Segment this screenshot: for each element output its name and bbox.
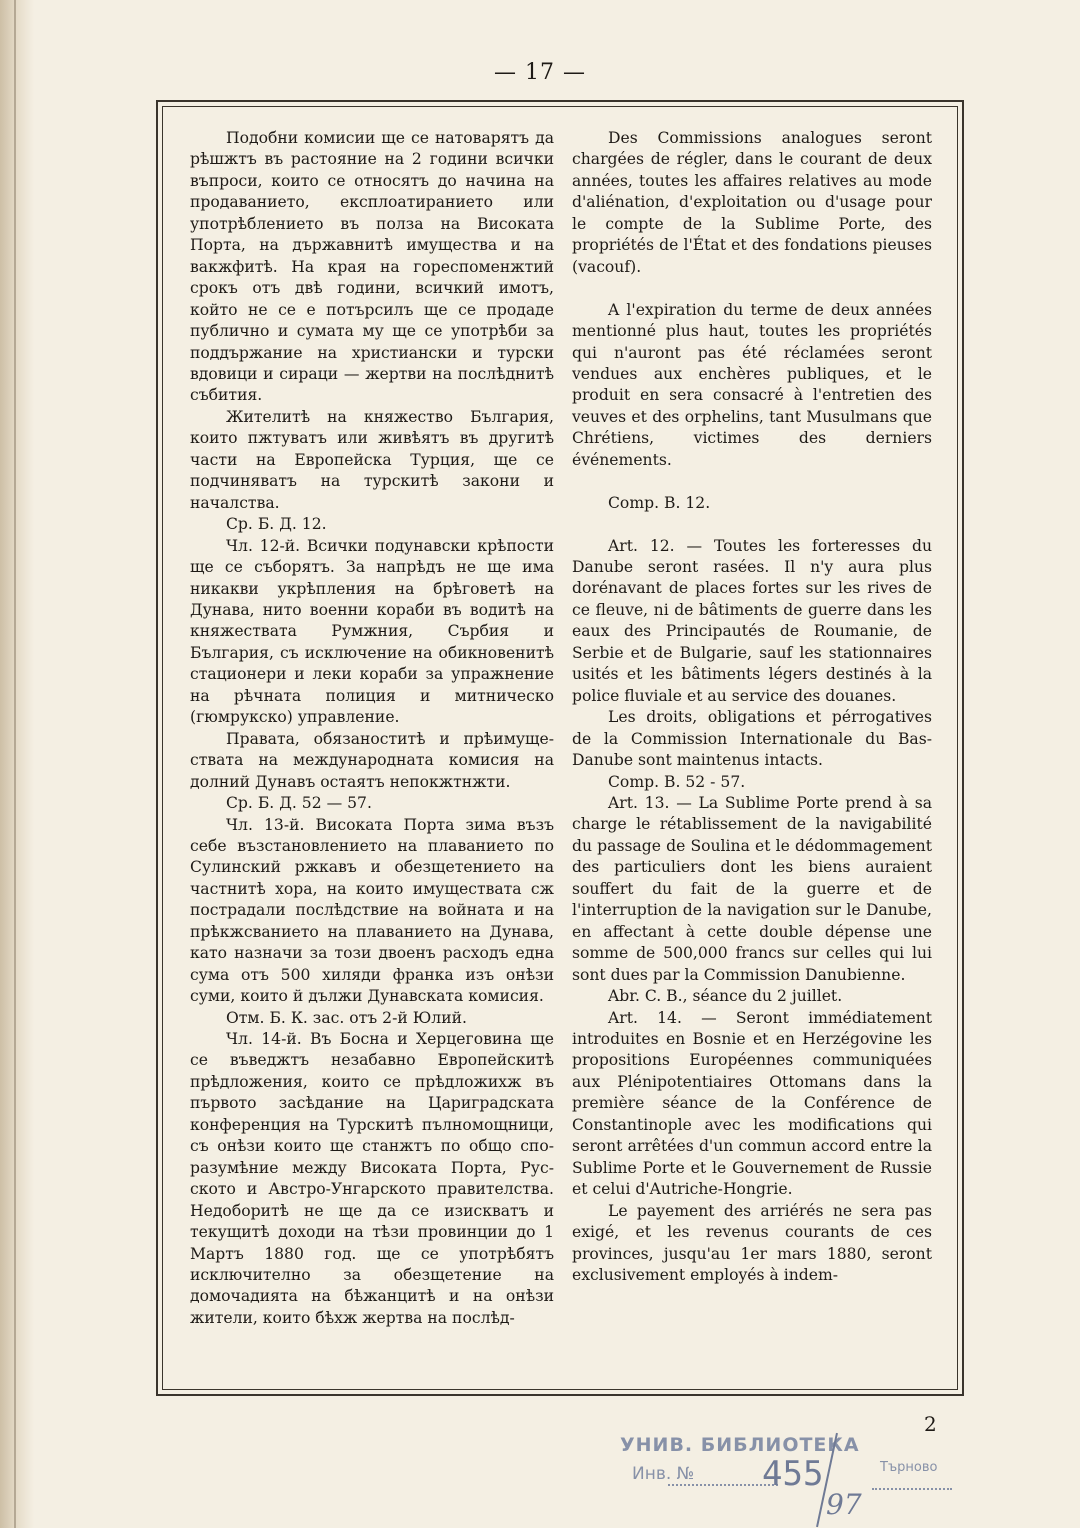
stamp-library-name: УНИВ. БИБЛИОТЕКА: [620, 1434, 860, 1456]
paragraph-fr-art12: Art. 12. — Toutes les forteresses du Danube seront rasées. Il n'y aura plus dorénavant de places fortes sur les rives de ce fleuve, ni de bâtiments de guerre dans les eaux des Principautés de Roumanie, de Serbie et de Bulgarie, sauf les stationnaires usités et les bâtiments légers destinés à la police fluviale et au service des douanes.: [572, 536, 932, 705]
paragraph-bg-residents: Жителитѣ на княжество България, които пжтуватъ или живѣятъ въ другитѣ части на Европейска Турция, ще се подчиняватъ на турскитѣ закони и началства.: [190, 407, 554, 512]
bulgarian-text-column: [190, 128, 554, 1329]
library-stamp: [612, 1428, 972, 1528]
paragraph-fr-art13: Art. 13. — La Sublime Porte prend à sa charge le rétablissement de la navigabilité du passage de Soulina et le dédommagement des particuliers dont les biens auraient souffert du fait de la guerre et de l'interruption de la navigation sur le Danube, en affectant à cette double dépense une somme de 500,000 francs sur celles qui lui sont dues par la Commission Danubienne.: [572, 794, 932, 984]
paragraph-fr-art14: Art. 14. — Seront immédiatement introduites en Bosnie et en Herzégovine les propositions Européennes communiquées aux Plénipotentiaires Ottomans dans la première séance de la Conférence de Constantinople avec les modifications qui seront arrêtées d'un commun accord entre la Sublime Porte et le Gouvernement de Russie et celui d'Autriche-Hongrie.: [572, 1008, 932, 1199]
french-text-column: [572, 128, 932, 1286]
paragraph-fr-danube-commission: Les droits, obligations et pérrogatives de la Commission Internationale du Bas-Danube sont maintenus intacts.: [572, 708, 932, 770]
sheet-signature-number: 2: [924, 1412, 937, 1436]
handwritten-mark: 97: [826, 1488, 862, 1521]
book-spine-edge: [0, 0, 34, 1528]
spine-fold-line: [14, 0, 16, 1528]
paragraph-bg-art14: Чл. 14-й. Въ Босна и Херцеговина ще се въведжтъ незабавно Европейскитѣ прѣдложения, които се прѣдложихж въ първото засѣдание на Цариградската конференция на Турскитѣ пълномощници, съ онѣзи които ще станжтъ по общо споразумѣние между Високата Порта, Русското и Австро-Унгарското правителства. Недоборитѣ не ще да се изискватъ и текущитѣ доходи на тѣзи провинции до 1 Мартъ 1880 год. ще се употрѣбятъ исключително за обезщетение на домочадията на бѣжанцитѣ и на онѣзи жители, които бѣхж жертва на послѣд-: [190, 1030, 554, 1327]
stamp-city: Търново: [880, 1460, 938, 1475]
paragraph-bg-art13: Чл. 13-й. Високата Порта зима възъ себе възстановлението на плаванието по Сулинский ржкавъ и обезщетението на частнитѣ хора, на които имуществата сж пострадали послѣдствие на войната и на прѣкжсванието на плаванието на Дунава, като назначи за този двоенъ расходъ една сума отъ 500 хиляди франка изъ онѣзи суми, които й дължи Дунавската комисия.: [190, 815, 554, 1006]
reference-fr-session: Abr. C. B., séance du 2 juillet.: [608, 987, 843, 1006]
paragraph-bg-art12: Чл. 12-й. Всички подунавски крѣпости ще се съборятъ. За напрѣдъ не ще има никакви укрѣпления на брѣговетѣ на Дунава, нито военни кораби въ водитѣ на княжествата Румжния, Сърбия и България, съ исключение на обикновенитѣ стационери и леки кораби за упражнение на рѣчната полиция и митническо (гюмрукско) управление.: [190, 536, 554, 727]
reference-bg-art12: Ср. Б. Д. 12.: [226, 515, 327, 534]
stamp-inventory-label: Инв. №: [632, 1464, 695, 1484]
stamp-inventory-number: 455: [762, 1454, 824, 1494]
reference-fr-art52-57: Comp. B. 52 - 57.: [608, 772, 746, 791]
paragraph-fr-commissions: Des Commissions analogues seront chargées de régler, dans le courant de deux années, toutes les affaires relatives au mode d'aliénation, d'exploitation ou d'usage pour le compte de la Sublime Porte, des propriétés de l'État et des fondations pieuses (vacouf).: [572, 129, 932, 276]
reference-bg-art52-57: Ср. Б. Д. 52 — 57.: [226, 794, 372, 813]
paragraph-bg-commissions: Подобни комисии ще се натоварятъ да рѣшжтъ въ растояние на 2 години всички въпроси, които се относятъ до начина на продаванието, експлоатиранието или употрѣблението въ полза на Високата Порта, на държавнитѣ имущества и на вакжфитѣ. На края на гореспоменжтий срокъ отъ двѣ години, всичкий имотъ, който не се е потърсилъ ще се продаде публично и сумата му ще се употрѣби за поддържание на христиански и турски вдовици и сираци — жертви на послѣднитѣ събития.: [190, 129, 554, 405]
stamp-dotted-line-right: [872, 1488, 952, 1490]
reference-fr-art12: Comp. B. 12.: [608, 493, 711, 512]
reference-bg-session: Отм. Б. К. зас. отъ 2-й Юлий.: [226, 1008, 467, 1027]
page-number: — 17 —: [494, 60, 586, 85]
paragraph-fr-payment: Le payement des arriérés ne sera pas exigé, et les revenus courants de ces provinces, jusqu'au 1er mars 1880, seront exclusivement employés à indem-: [572, 1201, 932, 1284]
paragraph-fr-expiration: A l'expiration du terme de deux années mentionné plus haut, toutes les propriétés qui n'auront pas été réclamées seront vendues aux enchères publiques, et le produit en sera consacré à l'entretien des veuves et des orphelins, tant Musulmans que Chrétiens, victimes des derniers événements.: [572, 300, 932, 469]
paragraph-bg-danube-commission: Правата, обязаноститѣ и прѣимуществата на международната комисия на долний Дунавъ остаятъ непокжтнжти.: [190, 729, 554, 791]
